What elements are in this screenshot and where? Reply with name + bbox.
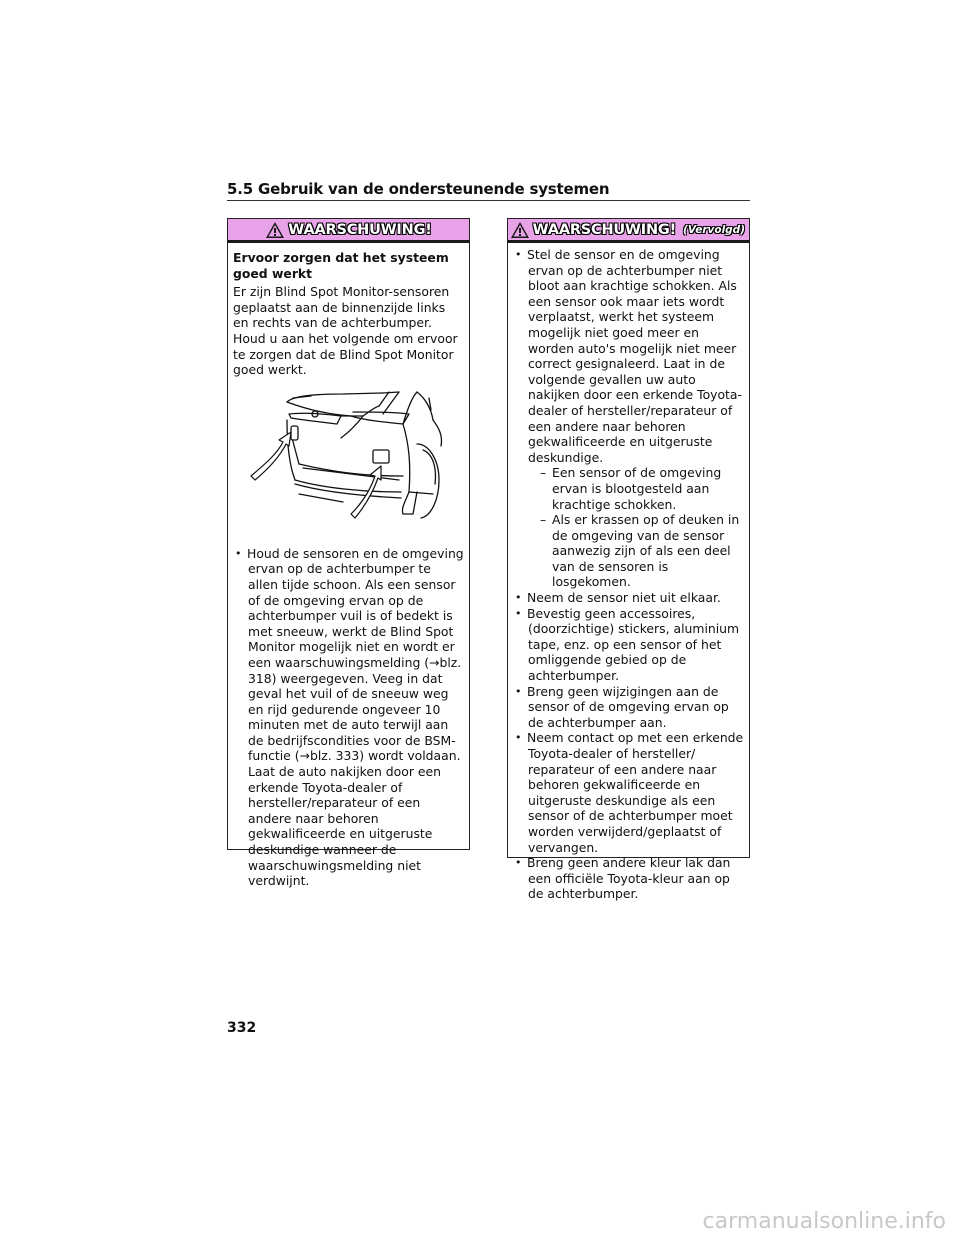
warning-triangle-icon <box>510 221 530 239</box>
list-item: • Neem de sensor niet uit elkaar. <box>513 590 744 606</box>
section-divider <box>227 200 750 201</box>
list-item: • Neem contact op met een erkende Toyota-dealer of hersteller/ reparateur of een andere naar behoren gekwalificeerde en uitgeruste deskundige als een sensor of de achterbumper moet worden verwijderd/geplaatst of vervangen. <box>513 730 744 855</box>
dash-item: – Een sensor of de omgeving ervan is blootgesteld aan krachtige schokken. <box>540 465 744 512</box>
list-item: • Houd de sensoren en de omgeving ervan op de achterbumper te allen tijde schoon. Als een sensor of de omgeving ervan op de achterbumper vuil is of bedekt is met sneeuw, werkt de Blind Spot Monitor mogelijk niet en wordt er een waarschuwingsmelding (→blz. 318) weergegeven. Veeg in dat geval het vuil of de sneeuw weg en rijd gedurende ongeveer 10 minuten met de auto terwijl aan de bedrijfscondities voor de BSM-functie (→blz. 333) wordt voldaan. Laat de auto nakijken door een erkende Toyota-dealer of hersteller/reparateur of een andere naar behoren gekwalificeerde en uitgeruste deskundige wanneer de waarschuwingsmelding niet verdwijnt. <box>233 546 464 889</box>
warning-box-left <box>227 218 470 889</box>
warning-triangle-icon <box>265 221 285 239</box>
warning-box-right <box>507 218 750 902</box>
intro-paragraph: Er zijn Blind Spot Monitor-sensoren geplaatst aan de binnenzijde links en rechts van de achterbumper. Houd u aan het volgende om ervoor te zorgen dat de Blind Spot Monitor goed werkt. <box>233 284 458 378</box>
watermark: carmanualsonline.info <box>702 1209 946 1234</box>
warning-title: WAARSCHUWING! <box>532 221 677 238</box>
list-item: • Bevestig geen accessoires, (doorzichtige) stickers, aluminium tape, enz. op een sensor of het omliggende gebied op de achterbumper. <box>513 606 744 684</box>
warning-header-left <box>228 219 469 243</box>
bullet-list-right <box>513 247 744 902</box>
bullet-list-left <box>233 546 464 889</box>
dash-list <box>528 465 744 590</box>
list-item: • Stel de sensor en de omgeving ervan op de achterbumper niet bloot aan krachtige schokken. Als een sensor ook maar iets wordt verplaatst, werkt het systeem mogelijk niet goed meer en worden auto's mogelijk niet meer correct gesignaleerd. Laat in de volgende gevallen uw auto nakijken door een erkende Toyota-dealer of hersteller/reparateur of een andere naar behoren gekwalificeerde en uitgeruste deskundige. – Een sensor of de omgeving ervan is blootgesteld aan krachtige schokken. – Als er krassen op of deuken in de omgeving van de sensor aanwezig zijn of als een deel van de sensoren is losgekomen. <box>513 247 744 590</box>
page-number: 332 <box>227 1020 257 1036</box>
list-item: • Breng geen andere kleur lak dan een officiële Toyota-kleur aan op de achterbumper. <box>513 855 744 902</box>
warning-title: WAARSCHUWING! <box>288 221 432 238</box>
warning-header-right <box>508 219 749 243</box>
continued-label: (Vervolgd) <box>683 223 745 236</box>
sub-heading: Ervoor zorgen dat het systeem goed werkt <box>233 250 449 281</box>
list-item: • Breng geen wijzigingen aan de sensor of de omgeving ervan op de achterbumper aan. <box>513 684 744 731</box>
dash-item: – Als er krassen op of deuken in de omgeving van de sensor aanwezig zijn of als een deel van de sensoren is losgekomen. <box>540 512 744 590</box>
section-title: 5.5 Gebruik van de ondersteunende systemen <box>227 180 610 198</box>
car-rear-sensor-illustration <box>233 384 466 534</box>
